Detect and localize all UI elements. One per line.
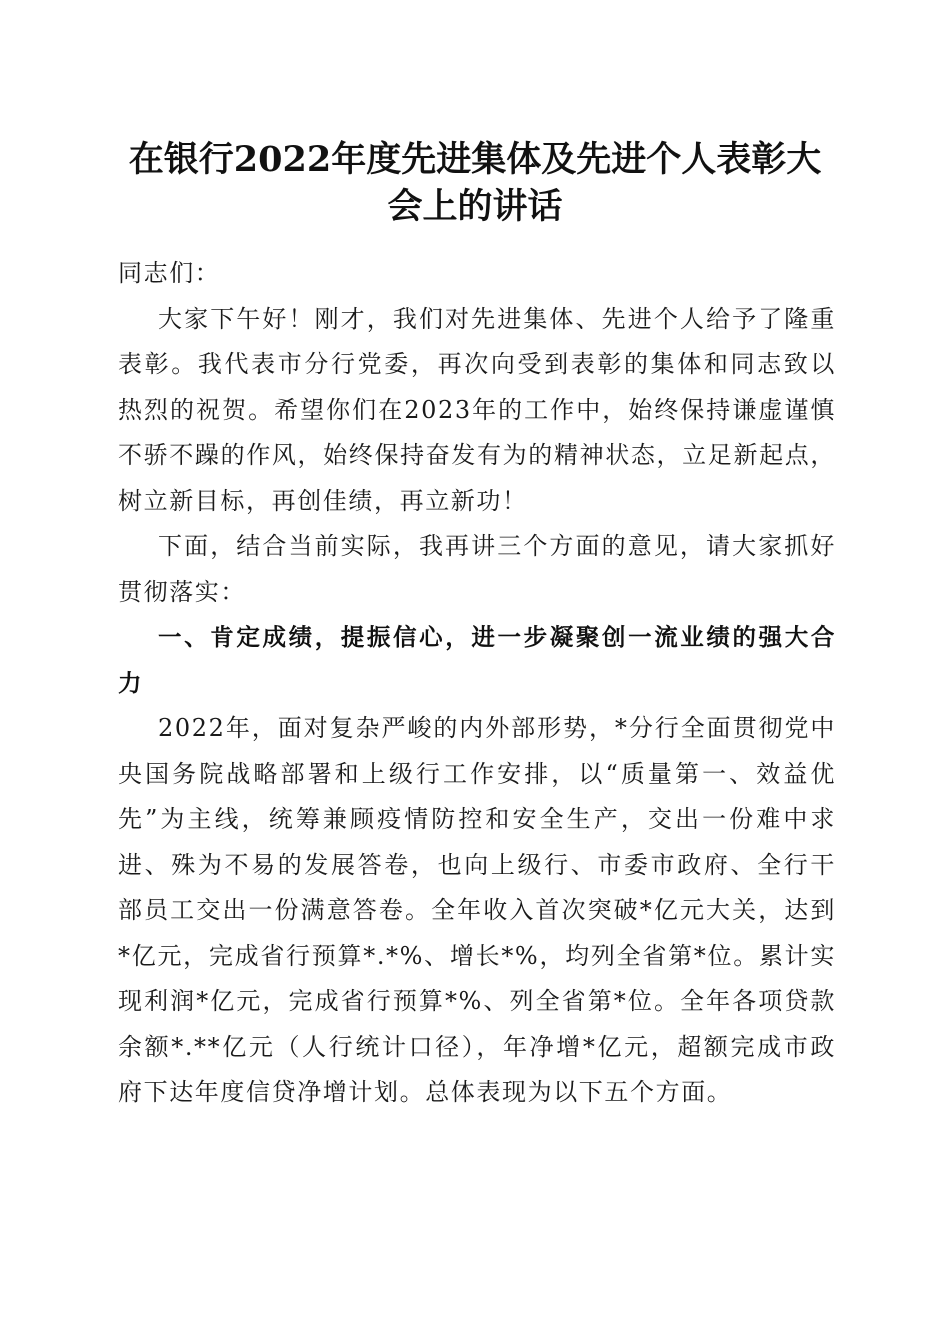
text-line: 部员工交出一份满意答卷。全年收入首次突破*亿元大关，达到	[118, 896, 836, 924]
text-line: 余额*.**亿元（人行统计口径），年净增*亿元，超额完成市政	[118, 1032, 836, 1061]
text-line: 不骄不躁的作风，始终保持奋发有为的精神状态，立足新起点，	[118, 441, 836, 469]
document-title	[100, 136, 850, 230]
paragraph-achievements	[118, 706, 836, 1116]
text-line: 2022年，面对复杂严峻的内外部形势，*分行全面贯彻党中	[158, 714, 836, 742]
heading-line: 力	[118, 668, 144, 697]
document-body	[118, 251, 836, 1116]
text-line: 现利润*亿元，完成省行预算*%、列全省第*位。全年各项贷款	[118, 987, 836, 1015]
text-line: 府下达年度信贷净增计划。总体表现为以下五个方面。	[118, 1078, 733, 1106]
text-line: *亿元，完成省行预算*.*%、增长*%，均列全省第*位。累计实	[118, 941, 836, 970]
text-line: 下面，结合当前实际，我再讲三个方面的意见，请大家抓好	[158, 532, 836, 560]
text-line: 进、殊为不易的发展答卷，也向上级行、市委市政府、全行干	[118, 850, 836, 879]
text-line: 热烈的祝贺。希望你们在2023年的工作中，始终保持谦虚谨慎	[118, 395, 836, 424]
salutation: 同志们：	[118, 259, 221, 287]
text-line: 央国务院战略部署和上级行工作安排，以“质量第一、效益优	[118, 759, 836, 788]
title-line: 会上的讲话	[387, 186, 563, 227]
heading-line: 一、肯定成绩，提振信心，进一步凝聚创一流业绩的强大合	[158, 623, 836, 651]
paragraph-intro	[118, 524, 836, 615]
title-line: 在银行2022年度先进集体及先进个人表彰大	[128, 139, 822, 180]
section-heading	[118, 615, 836, 706]
paragraph-greeting	[118, 297, 836, 525]
text-line: 表彰。我代表市分行党委，再次向受到表彰的集体和同志致以	[118, 350, 836, 378]
text-line: 先”为主线，统筹兼顾疫情防控和安全生产，交出一份难中求	[118, 805, 836, 833]
text-line: 贯彻落实：	[118, 577, 246, 606]
text-line: 大家下午好！刚才，我们对先进集体、先进个人给予了隆重	[158, 304, 836, 333]
text-line: 树立新目标，再创佳绩，再立新功！	[118, 486, 528, 515]
